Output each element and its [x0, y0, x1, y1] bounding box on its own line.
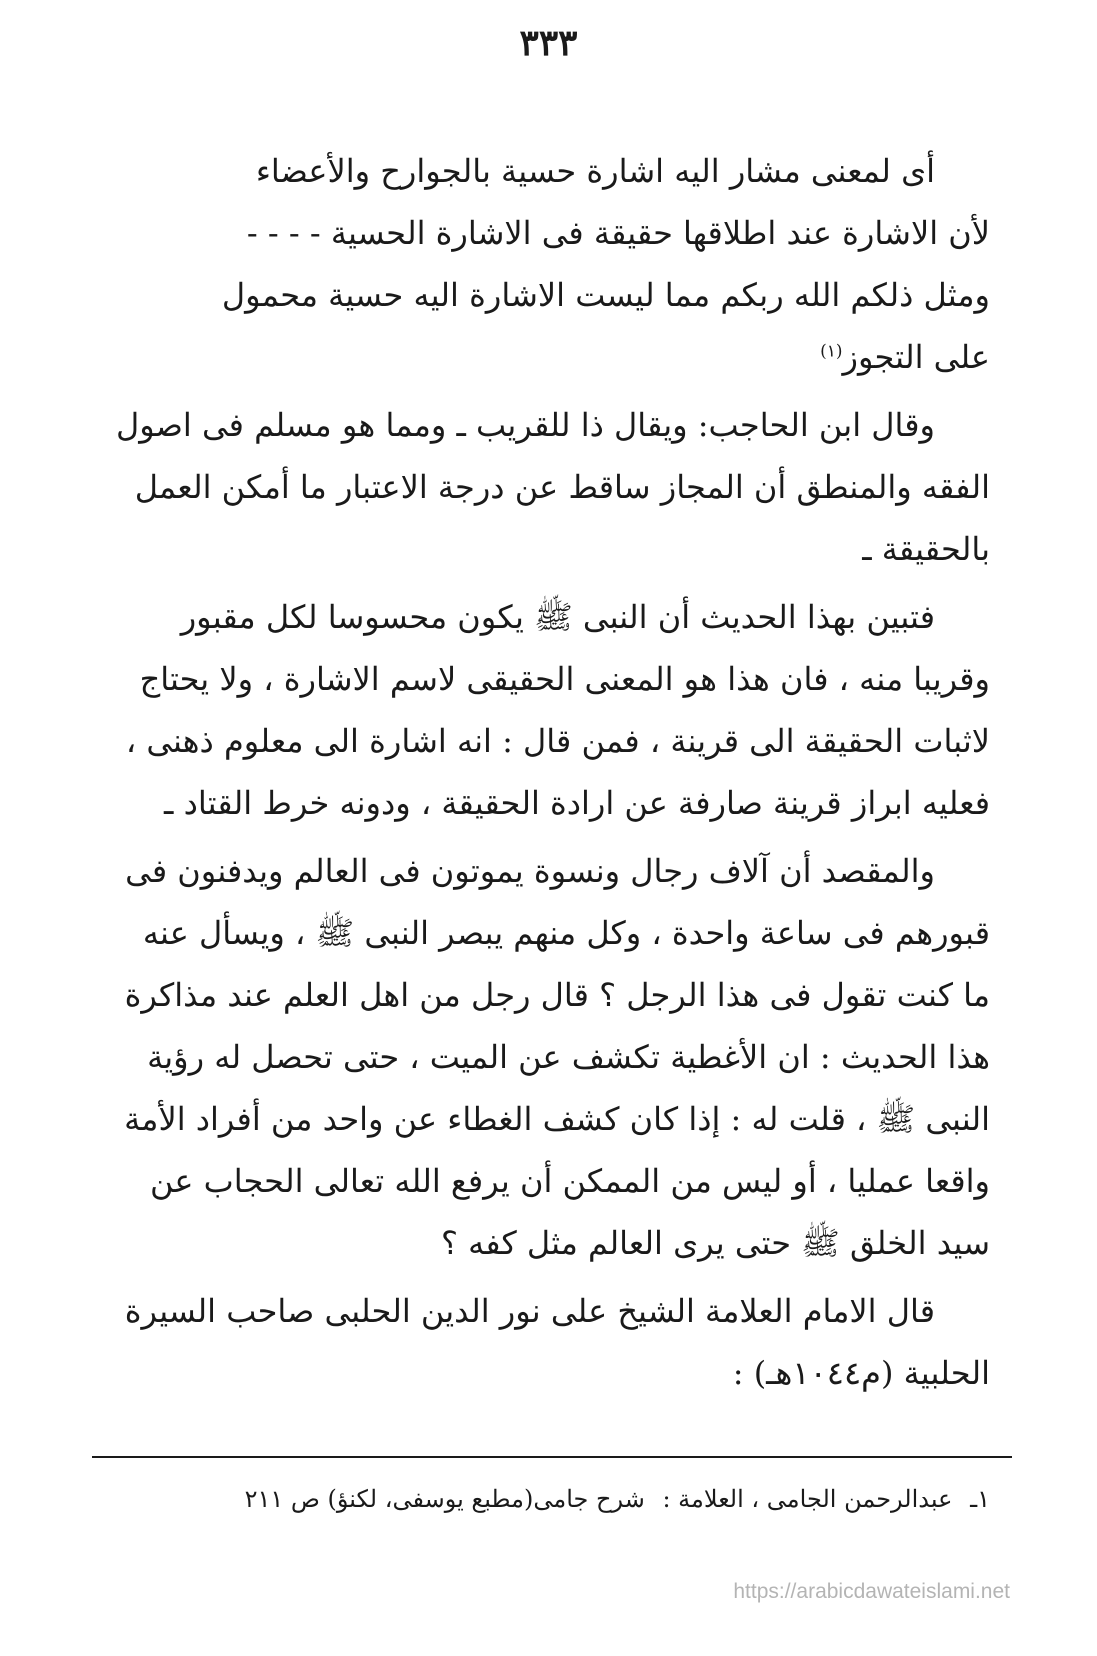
line: ما كنت تقول فى هذا الرجل ؟ قال رجل من اهل العلم عند مذاكرة: [124, 976, 990, 1014]
watermark: https://arabicdawateislami.net: [733, 1580, 1010, 1603]
line: لأن الاشارة عند اطلاقها حقيقة فى الاشارة الحسية - - - -: [246, 214, 990, 252]
footnote-author: عبدالرحمن الجامى ، العلامة :: [662, 1485, 953, 1513]
paragraph-4: [115, 840, 990, 1274]
line: بالحقيقة ـ: [862, 530, 990, 568]
footnote-reference: (١): [820, 341, 843, 362]
line: قال الامام العلامة الشيخ على نور الدين الحلبى صاحب السيرة: [124, 1292, 935, 1330]
paragraph-5: [115, 1280, 990, 1404]
line: ومثل ذلكم الله ربكم مما ليست الاشارة اليه حسية محمول: [221, 276, 990, 314]
line: الحلبية (م١٠٤٤هـ) :: [732, 1354, 990, 1392]
line: قبورهم فى ساعة واحدة ، وكل منهم يبصر النبى ﷺ ، ويسأل عنه: [142, 914, 990, 952]
paragraph-2: [115, 394, 990, 580]
line: وقريبا منه ، فان هذا هو المعنى الحقيقى لاسم الاشارة ، ولا يحتاج: [139, 660, 990, 698]
footnote-title: شرح جامى(مطبع يوسفى، لكنؤ) ص ٢١١: [244, 1485, 645, 1513]
line: لاثبات الحقيقة الى قرينة ، فمن قال : انه اشارة الى معلوم ذهنى ،: [125, 722, 990, 760]
paragraph-1: [115, 140, 990, 388]
line: فعليه ابراز قرينة صارفة عن ارادة الحقيقة ، ودونه خرط القتاد ـ: [164, 784, 990, 822]
line: والمقصد أن آلاف رجال ونسوة يموتون فى العالم ويدفنون فى: [125, 852, 935, 890]
line: واقعا عمليا ، أو ليس من الممكن أن يرفع الله تعالى الحجاب عن: [150, 1162, 990, 1200]
line: هذا الحديث : ان الأغطية تكشف عن الميت ، حتى تحصل له رؤية: [147, 1038, 990, 1076]
page-number: ٣٣٣: [519, 22, 578, 64]
footnote-divider: [92, 1456, 1012, 1458]
line: الفقه والمنطق أن المجاز ساقط عن درجة الاعتبار ما أمكن العمل: [134, 468, 990, 506]
line: أى لمعنى مشار اليه اشارة حسية بالجوارح والأعضاء: [255, 152, 935, 190]
line: على التجوز: [842, 338, 990, 376]
line: النبى ﷺ ، قلت له : إذا كان كشف الغطاء عن واحد من أفراد الأمة: [124, 1100, 990, 1138]
line: سيد الخلق ﷺ حتى يرى العالم مثل كفه ؟: [440, 1224, 990, 1262]
footnote-number: ١ـ: [970, 1485, 990, 1513]
line: فتبين بهذا الحديث أن النبى ﷺ يكون محسوسا لكل مقبور: [180, 598, 935, 636]
footnote: [80, 1482, 990, 1516]
line: وقال ابن الحاجب: ويقال ذا للقريب ـ ومما هو مسلم فى اصول: [115, 406, 935, 444]
body-text: [115, 140, 990, 1404]
paragraph-3: [115, 586, 990, 834]
